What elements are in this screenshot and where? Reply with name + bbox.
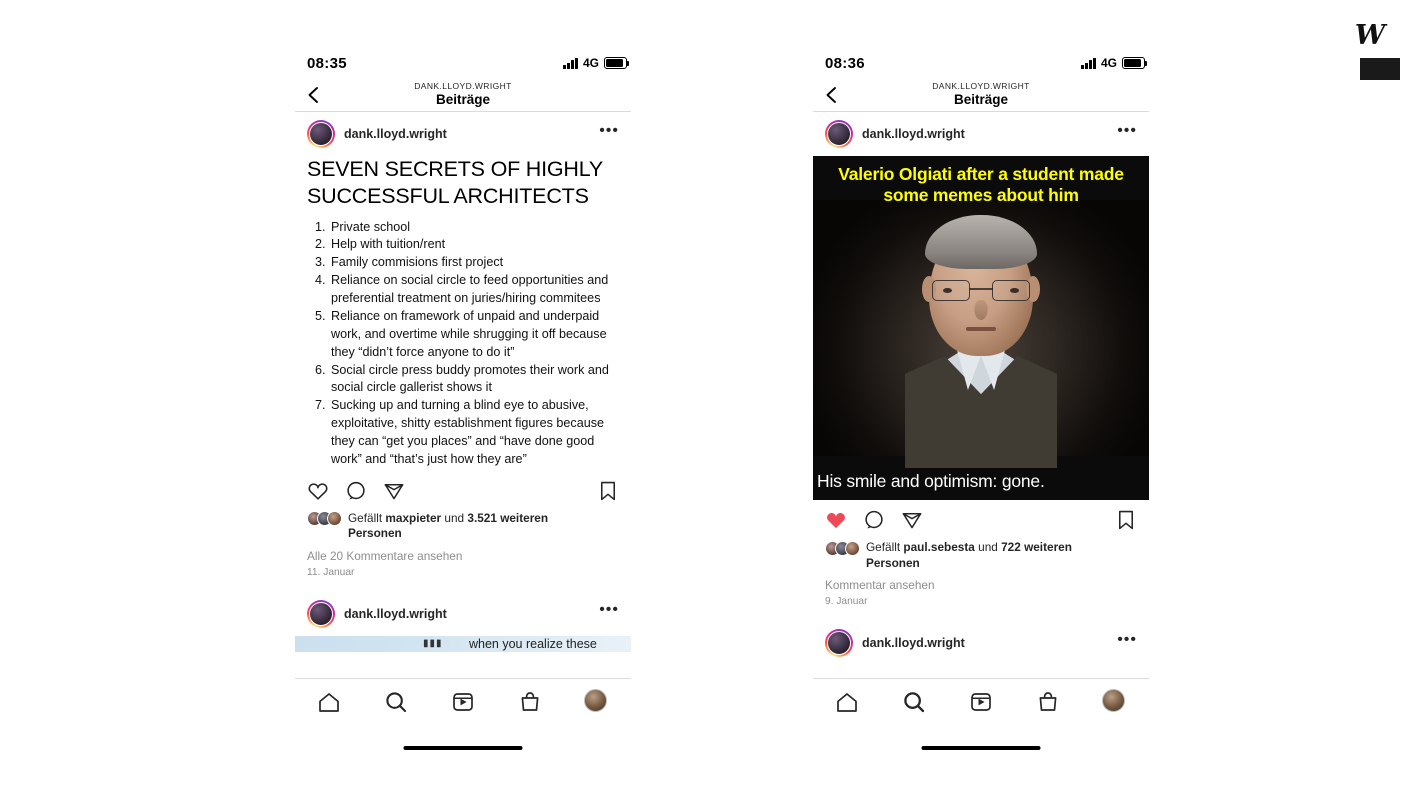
post-username[interactable]: dank.lloyd.wright — [862, 127, 965, 141]
view-comments-link[interactable]: Kommentar ansehen — [825, 578, 935, 593]
avatar[interactable] — [307, 600, 335, 628]
status-clock: 08:35 — [307, 54, 347, 72]
network-type-label: 4G — [1100, 56, 1117, 70]
more-options-icon[interactable]: ••• — [1117, 630, 1137, 648]
next-post-caption-peek: when you realize these — [469, 636, 597, 651]
tab-bar — [813, 678, 1149, 724]
status-bar — [813, 48, 1149, 78]
likes-suffix: Personen — [348, 526, 402, 541]
peek-decor: ▮▮▮ — [423, 637, 443, 649]
likes-text — [866, 540, 1116, 571]
tab-search[interactable] — [901, 689, 927, 715]
page-title: Beiträge — [435, 91, 490, 107]
more-options-icon[interactable]: ••• — [599, 121, 619, 139]
post-feed[interactable] — [295, 112, 631, 724]
portrait-illustration — [917, 224, 1045, 464]
profile-avatar-icon — [1102, 689, 1125, 712]
likes-suffix: Personen — [866, 555, 920, 570]
comment-bubble-icon[interactable] — [345, 480, 367, 502]
chevron-left-icon[interactable] — [823, 86, 841, 104]
view-comments-link[interactable]: Alle 20 Kommentare ansehen — [307, 548, 463, 563]
post-header — [295, 112, 631, 156]
avatar[interactable] — [825, 629, 853, 657]
likes-text — [348, 511, 598, 542]
likes-prefix: Gefällt — [348, 510, 383, 525]
post-list — [307, 219, 619, 469]
tab-reels[interactable] — [968, 689, 994, 715]
share-paperplane-icon[interactable] — [383, 480, 405, 502]
list-item: 5. Reliance on framework of unpaid and underpaid work, and overtime while shrugging it off because they “didn’t force anyone to do it” — [329, 308, 619, 362]
list-item: 1. Private school — [329, 219, 619, 237]
navigation-bar — [295, 78, 631, 112]
post-heading: SEVEN SECRETS OF HIGHLY SUCCESSFUL ARCHITECTS — [307, 157, 603, 209]
list-item: 6. Social circle press buddy promotes their work and social circle gallerist shows it — [329, 362, 619, 398]
navigation-bar — [813, 78, 1149, 112]
next-post-header — [813, 621, 1149, 665]
post-actions — [813, 500, 1149, 540]
likes-count[interactable]: 722 weiteren — [1001, 540, 1072, 554]
more-options-icon[interactable]: ••• — [599, 601, 619, 619]
comment-bubble-icon[interactable] — [863, 509, 885, 531]
nav-title-group — [414, 82, 511, 107]
phone-screenshot-right — [813, 48, 1149, 760]
page-title: Beiträge — [953, 91, 1008, 107]
cellular-signal-icon — [563, 58, 578, 69]
avatar[interactable] — [307, 120, 335, 148]
cellular-signal-icon — [1081, 58, 1096, 69]
nav-account-kicker: DANK.LLOYD.WRIGHT — [932, 81, 1030, 92]
likes-row[interactable] — [813, 540, 1149, 571]
list-item: 7. Sucking up and turning a blind eye to abusive, exploitative, shitty establishment figures because they can “get you places” and “have done good work” and “that’s just how they are” — [329, 397, 619, 469]
post-date: 9. Januar — [825, 596, 868, 608]
status-indicators — [563, 56, 627, 70]
post-feed[interactable] — [813, 112, 1149, 724]
watermark-bar — [1360, 58, 1400, 80]
status-indicators — [1081, 56, 1145, 70]
list-item: 4. Reliance on social circle to feed opportunities and preferential treatment on juries/hiring commitees — [329, 272, 619, 308]
like-heart-icon[interactable] — [307, 480, 329, 502]
chevron-left-icon[interactable] — [305, 86, 323, 104]
likes-username[interactable]: maxpieter — [385, 510, 442, 525]
battery-icon — [604, 57, 627, 69]
post-image[interactable] — [813, 156, 1149, 500]
status-clock: 08:36 — [825, 54, 865, 72]
tab-profile[interactable] — [1102, 689, 1128, 715]
status-bar — [295, 48, 631, 78]
post-text-body — [295, 156, 631, 471]
nav-title-group — [932, 82, 1029, 107]
post-actions — [295, 471, 631, 511]
post-date: 11. Januar — [307, 566, 355, 578]
tab-home[interactable] — [316, 689, 342, 715]
watermark-letter: W — [1354, 20, 1386, 51]
next-post-header — [295, 592, 631, 636]
save-bookmark-icon[interactable] — [597, 480, 619, 502]
likes-mid: und — [978, 540, 998, 554]
like-heart-icon[interactable] — [825, 509, 847, 531]
tab-search[interactable] — [383, 689, 409, 715]
likes-row[interactable] — [295, 511, 631, 542]
home-indicator — [922, 746, 1041, 751]
tab-reels[interactable] — [450, 689, 476, 715]
tab-home[interactable] — [834, 689, 860, 715]
tab-shop[interactable] — [1035, 689, 1061, 715]
profile-avatar-icon — [584, 689, 607, 712]
phone-screenshot-left — [295, 48, 631, 760]
list-item: 2. Help with tuition/rent — [329, 236, 619, 254]
tab-shop[interactable] — [517, 689, 543, 715]
avatar[interactable] — [825, 120, 853, 148]
likes-username[interactable]: paul.sebesta — [903, 540, 975, 554]
battery-icon — [1122, 57, 1145, 69]
more-options-icon[interactable]: ••• — [1117, 121, 1137, 139]
liker-avatars — [307, 511, 342, 527]
network-type-label: 4G — [582, 56, 599, 70]
save-bookmark-icon[interactable] — [1115, 509, 1137, 531]
meme-top-caption: Valerio Olgiati after a student made some memes about him — [838, 164, 1124, 205]
meme-bottom-caption: His smile and optimism: gone. — [817, 471, 1045, 491]
home-indicator — [404, 746, 523, 751]
share-paperplane-icon[interactable] — [901, 509, 923, 531]
next-post-image-peek[interactable] — [295, 636, 631, 652]
post-username[interactable]: dank.lloyd.wright — [344, 127, 447, 141]
watermark — [1340, 22, 1400, 80]
post-header — [813, 112, 1149, 156]
post-username[interactable]: dank.lloyd.wright — [862, 636, 965, 651]
liker-avatars — [825, 540, 860, 556]
tab-profile[interactable] — [584, 689, 610, 715]
nav-account-kicker: DANK.LLOYD.WRIGHT — [414, 81, 512, 92]
post-username[interactable]: dank.lloyd.wright — [344, 606, 447, 621]
list-item: 3. Family commisions first project — [329, 254, 619, 272]
likes-mid: und — [444, 510, 465, 525]
likes-count[interactable]: 3.521 weiteren — [467, 510, 549, 525]
tab-bar — [295, 678, 631, 724]
likes-prefix: Gefällt — [866, 540, 901, 554]
